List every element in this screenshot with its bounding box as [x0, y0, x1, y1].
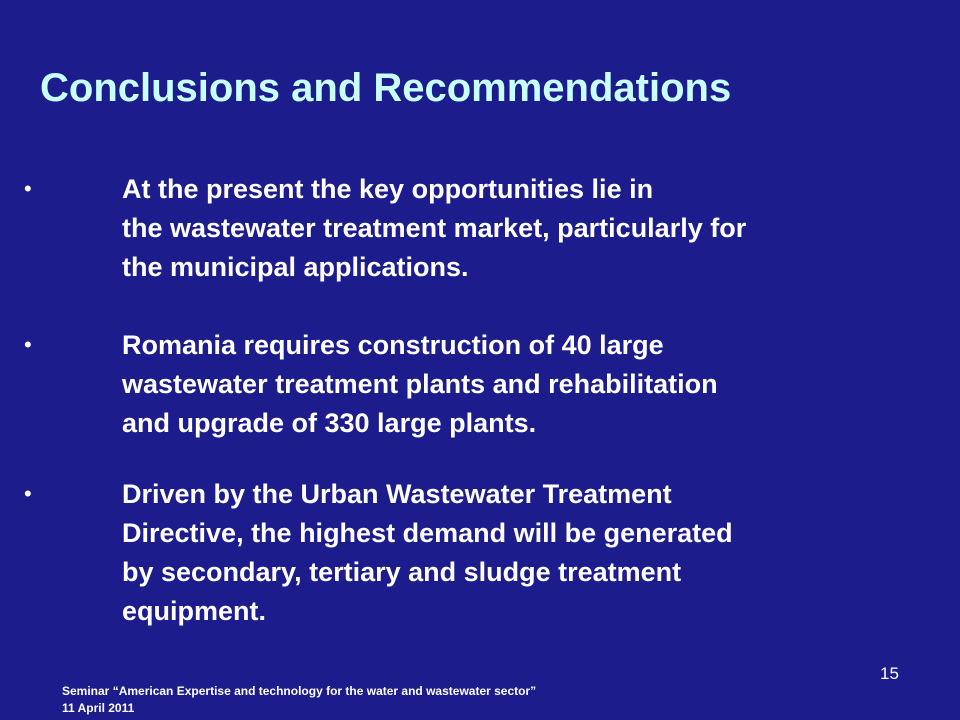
footer	[62, 683, 536, 717]
bullet-dot-icon: •	[24, 481, 32, 506]
bullet-dot-icon: •	[24, 332, 32, 357]
footer-seminar-title: Seminar “American Expertise and technology for the water and wastewater sector”	[62, 684, 537, 698]
footer-date: 11 April 2011	[62, 701, 135, 715]
bullet-dot-icon: •	[24, 176, 32, 201]
bullet-text: Romania requires construction of 40 large wastewater treatment plants and rehabilitation and upgrade of 330 large plants.	[122, 330, 718, 438]
bullet-text: Driven by the Urban Wastewater Treatment Directive, the highest demand will be generated by secondary, tertiary and sludge treatment equipment.	[122, 479, 733, 626]
bullet-text: At the present the key opportunities lie in the wastewater treatment market, particularly for the municipal applications.	[122, 174, 747, 282]
slide-title: Conclusions and Recommendations	[40, 66, 732, 110]
page-number: 15	[880, 664, 899, 683]
